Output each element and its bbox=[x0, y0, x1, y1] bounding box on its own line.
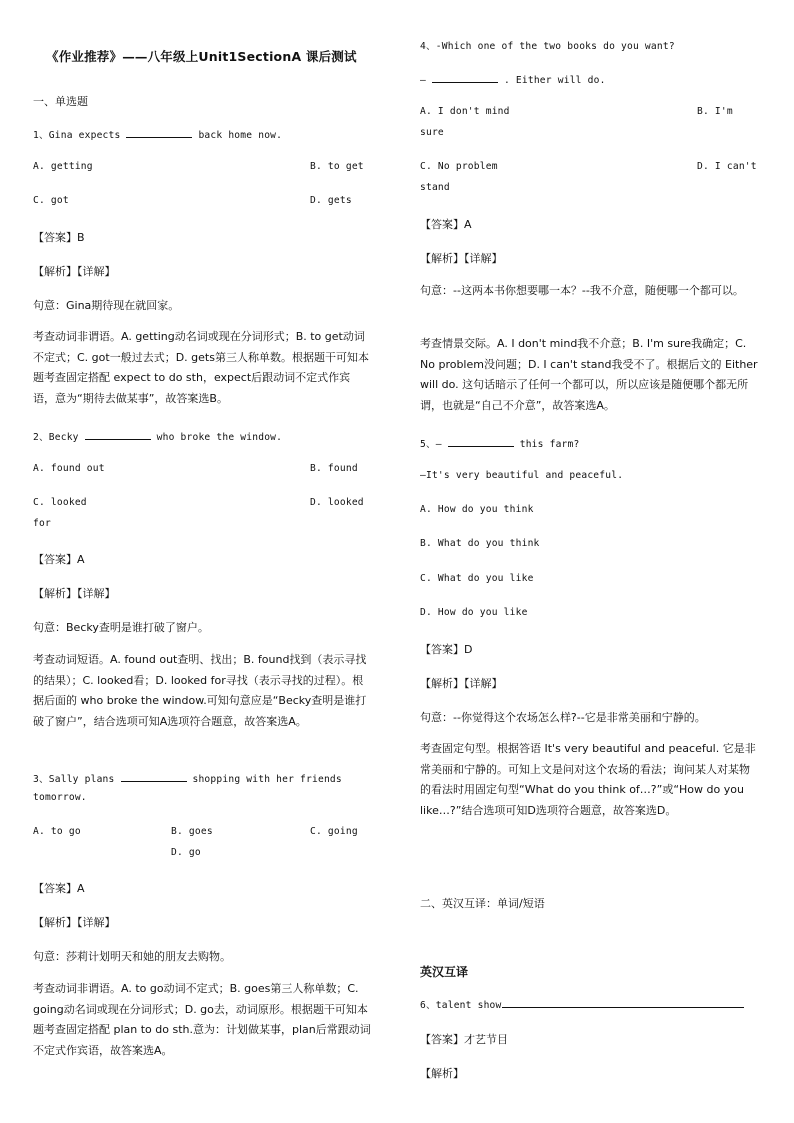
q2-analysis-label: 【解析】【详解】 bbox=[33, 587, 116, 600]
q4-option-b-wrap: sure bbox=[420, 127, 444, 138]
q3-option-b[interactable]: B. goes bbox=[171, 826, 213, 837]
q5-explanation: 考查固定句型。根据答语 It's very beautiful and peaceful. 它是非常美丽和宁静的。可知上文是问对这个农场的看法；询问某人对某物的看法时用固定句型“What do you think of…?”或“How do you like…?”结合选项可知D选项符合题意，故答案选D。 bbox=[420, 742, 756, 817]
q4-option-d[interactable]: D. I can't bbox=[697, 161, 757, 172]
q4-option-c[interactable]: C. No problem bbox=[420, 161, 498, 172]
q1-option-b[interactable]: B. to get bbox=[310, 161, 364, 172]
q5-option-d[interactable]: D. How do you like bbox=[420, 607, 528, 618]
q5-answer: 【答案】D bbox=[420, 643, 473, 656]
q4-meaning: 句意：--这两本书你想要哪一本？--我不介意，随便哪一个都可以。 bbox=[420, 284, 744, 297]
q4-explanation: 考查情景交际。A. I don't mind我不介意；B. I'm sure我确定；C. No problem没问题；D. I can't stand我受不了。根据后文的 Either will do. 这句话暗示了任何一个都可以，所以应该是随便哪个都无所谓，也就是“自己不介意”，故答案选A。 bbox=[420, 337, 758, 412]
question-4-stem: 4、-Which one of the two books do you want? bbox=[420, 41, 675, 52]
q2-option-a[interactable]: A. found out bbox=[33, 463, 105, 474]
q3-option-c[interactable]: C. going bbox=[310, 826, 358, 837]
q5-option-c[interactable]: C. What do you like bbox=[420, 573, 534, 584]
answer-blank bbox=[448, 436, 514, 447]
question-3-stem: 3、Sally plans shopping with her friends bbox=[33, 771, 342, 785]
q1-explanation: 考查动词非谓语。A. getting动名词或现在分词形式；B. to get动词不定式；C. got一般过去式；D. gets第三人称单数。根据题干可知本题考查固定搭配 expect to do sth，expect后跟动词不定式作宾语，意为“期待去做某事”，故答案选B。 bbox=[33, 330, 369, 405]
q1-answer: 【答案】B bbox=[33, 231, 85, 244]
question-5-reply: –It's very beautiful and peaceful. bbox=[420, 470, 624, 481]
q2-option-c[interactable]: C. looked bbox=[33, 497, 87, 508]
answer-blank bbox=[432, 72, 498, 83]
subheading-translation: 英汉互译 bbox=[420, 965, 469, 979]
q5-option-a[interactable]: A. How do you think bbox=[420, 504, 534, 515]
q2-explanation: 考查动词短语。A. found out查明、找出；B. found找到（表示寻找的结果）；C. looked看；D. looked for寻找（表示寻找的过程）。根据后面的 who broke the window.可知句意应是“Becky查明是谁打破了窗户”，结合选项可知A选项符合题意，故答案选A。 bbox=[33, 653, 367, 728]
q6-analysis-label: 【解析】 bbox=[420, 1067, 464, 1080]
q2-option-d-wrap: for bbox=[33, 518, 51, 529]
question-1-stem: 1、Gina expects back home now. bbox=[33, 127, 282, 141]
q3-analysis-label: 【解析】【详解】 bbox=[33, 916, 116, 929]
q2-option-d[interactable]: D. looked bbox=[310, 497, 364, 508]
q3-explanation: 考查动词非谓语。A. to go动词不定式；B. goes第三人称单数；C. going动名词或现在分词形式；D. go去，动词原形。根据题干可知本题考查固定搭配 plan to do sth.意为：计划做某事，plan后常跟动词不定式作宾语，故答案选A。 bbox=[33, 982, 371, 1057]
q4-option-d-wrap: stand bbox=[420, 182, 450, 193]
q4-option-b[interactable]: B. I'm bbox=[697, 106, 733, 117]
section-heading-translation: 二、英汉互译：单词/短语 bbox=[420, 897, 545, 910]
page-title: 《作业推荐》——八年级上Unit1SectionA 课后测试 bbox=[46, 49, 357, 64]
answer-blank bbox=[502, 997, 744, 1008]
question-3-stem-cont: tomorrow. bbox=[33, 792, 87, 803]
q3-meaning: 句意：莎莉计划明天和她的朋友去购物。 bbox=[33, 950, 231, 963]
answer-blank bbox=[85, 429, 151, 440]
q6-answer: 【答案】才艺节目 bbox=[420, 1033, 508, 1046]
q4-answer: 【答案】A bbox=[420, 218, 472, 231]
q2-meaning: 句意：Becky查明是谁打破了窗户。 bbox=[33, 621, 209, 634]
q3-answer: 【答案】A bbox=[33, 882, 85, 895]
q4-analysis-label: 【解析】【详解】 bbox=[420, 252, 503, 265]
q5-option-b[interactable]: B. What do you think bbox=[420, 538, 540, 549]
question-2-stem: 2、Becky who broke the window. bbox=[33, 429, 282, 443]
q2-option-b[interactable]: B. found bbox=[310, 463, 358, 474]
q1-option-a[interactable]: A. getting bbox=[33, 161, 93, 172]
section-heading-single-choice: 一、单选题 bbox=[33, 95, 88, 108]
q5-analysis-label: 【解析】【详解】 bbox=[420, 677, 503, 690]
q3-option-d[interactable]: D. go bbox=[171, 847, 201, 858]
q1-analysis-label: 【解析】【详解】 bbox=[33, 265, 116, 278]
q2-answer: 【答案】A bbox=[33, 553, 85, 566]
q1-meaning: 句意：Gina期待现在就回家。 bbox=[33, 299, 180, 312]
question-4-reply: – . Either will do. bbox=[420, 72, 606, 86]
q4-option-a[interactable]: A. I don't mind bbox=[420, 106, 510, 117]
q1-option-d[interactable]: D. gets bbox=[310, 195, 352, 206]
q1-option-c[interactable]: C. got bbox=[33, 195, 69, 206]
q3-option-a[interactable]: A. to go bbox=[33, 826, 81, 837]
answer-blank bbox=[126, 127, 192, 138]
question-6-stem: 6、talent show bbox=[420, 997, 744, 1011]
answer-blank bbox=[121, 771, 187, 782]
question-5-stem: 5、– this farm? bbox=[420, 436, 579, 450]
q5-meaning: 句意：--你觉得这个农场怎么样?--它是非常美丽和宁静的。 bbox=[420, 711, 706, 724]
